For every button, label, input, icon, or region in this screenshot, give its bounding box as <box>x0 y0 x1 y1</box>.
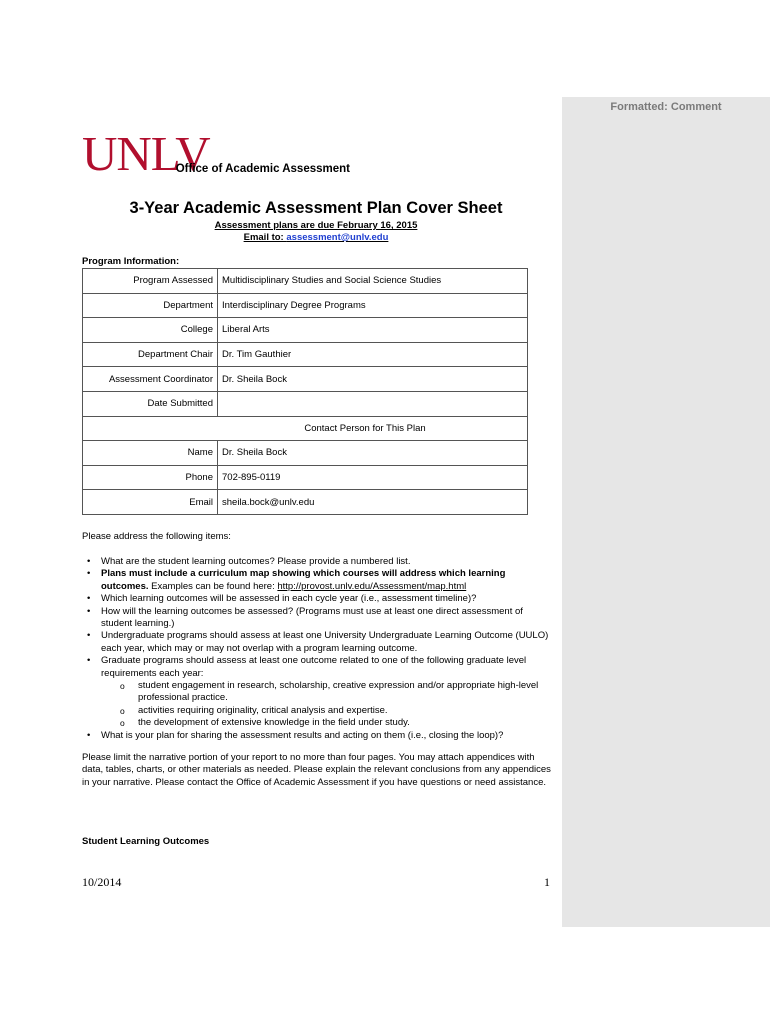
email-prefix: Email to: <box>243 232 287 243</box>
program-assessed-value[interactable]: Multidisciplinary Studies and Social Science Studies <box>218 269 528 294</box>
contact-email-label: Email <box>83 490 218 515</box>
assessment-email-link[interactable]: assessment@unlv.edu <box>286 232 389 243</box>
table-row <box>83 391 528 416</box>
department-label: Department <box>83 293 218 318</box>
office-name: Office of Academic Assessment <box>175 163 350 175</box>
list-item: • What is your plan for sharing the assessment results and acting on them (i.e., closing the loop)? <box>82 730 552 742</box>
department-chair-label: Department Chair <box>83 342 218 367</box>
email-line <box>82 232 550 243</box>
contact-person-heading <box>83 416 528 441</box>
sub-list-item: o activities requiring originality, critical analysis and expertise. <box>101 705 552 717</box>
list-item: • Which learning outcomes will be assessed in each cycle year (i.e., assessment timeline)? <box>82 593 552 605</box>
table-row <box>83 342 528 367</box>
table-row <box>83 441 528 466</box>
table-row <box>83 490 528 515</box>
contact-name-value[interactable]: Dr. Sheila Bock <box>218 441 528 466</box>
slo-heading: Student Learning Outcomes <box>82 836 210 847</box>
contact-phone-label: Phone <box>83 465 218 490</box>
department-chair-value[interactable]: Dr. Tim Gauthier <box>218 342 528 367</box>
contact-person-heading-text: Contact Person for This Plan <box>304 422 426 434</box>
program-info-label: Program Information: <box>82 256 180 267</box>
graduate-requirement-text: Graduate programs should assess at least one outcome related to one of the following graduate level requirements each year: <box>101 655 527 679</box>
table-row <box>83 416 528 441</box>
contact-phone-value[interactable]: 702-895-0119 <box>218 465 528 490</box>
contact-name-label: Name <box>83 441 218 466</box>
narrative-paragraph: Please limit the narrative portion of your report to no more than four pages. You may attach appendices with data, tables, charts, or other materials as needed. Please explain the relevant conclusions from any appendices in your narrative. Please contact the Office of Academic Assessment if you have questions or need assistance. <box>82 752 551 788</box>
examples-text: Examples can be found here: <box>148 580 278 592</box>
department-value[interactable]: Interdisciplinary Degree Programs <box>218 293 528 318</box>
graduate-sublist <box>101 680 552 730</box>
footer-date: 10/2014 <box>82 875 122 889</box>
table-row <box>83 465 528 490</box>
date-submitted-value[interactable] <box>218 391 528 416</box>
college-value[interactable]: Liberal Arts <box>218 318 528 343</box>
list-item: • How will the learning outcomes be assessed? (Programs must use at least one direct assessment of student learning.) <box>82 606 552 631</box>
program-info-table <box>82 268 528 515</box>
college-label: College <box>83 318 218 343</box>
assessment-coordinator-value[interactable]: Dr. Sheila Bock <box>218 367 528 392</box>
list-item <box>82 568 552 593</box>
unlv-logo: UNLV <box>82 126 210 181</box>
requirements-list <box>82 556 552 742</box>
program-assessed-label: Program Assessed <box>83 269 218 294</box>
list-item: • What are the student learning outcomes? Please provide a numbered list. <box>82 556 552 568</box>
page-title: 3-Year Academic Assessment Plan Cover Sheet <box>129 199 503 217</box>
address-intro: Please address the following items: <box>82 531 231 542</box>
sub-list-item: o student engagement in research, scholarship, creative expression and/or appropriate high-level professional practice. <box>101 680 552 705</box>
table-row <box>83 269 528 294</box>
page-number: 1 <box>544 875 550 889</box>
comment-pane-header: Formatted: Comment <box>610 101 722 113</box>
table-row <box>83 367 528 392</box>
assessment-coordinator-label: Assessment Coordinator <box>83 367 218 392</box>
list-item <box>82 655 552 729</box>
curriculum-map-requirement: Plans must include a curriculum map showing which courses will address which learning outcomes. <box>101 568 506 592</box>
date-submitted-label: Date Submitted <box>83 391 218 416</box>
table-row <box>83 293 528 318</box>
comment-pane <box>562 97 770 927</box>
curriculum-map-link[interactable]: http://provost.unlv.edu/Assessment/map.html <box>277 580 467 592</box>
table-row <box>83 318 528 343</box>
sub-list-item: o the development of extensive knowledge in the field under study. <box>101 717 552 729</box>
list-item: • Undergraduate programs should assess at least one University Undergraduate Learning Outcome (UULO) each year, which may or may not overlap with a program learning outcome. <box>82 630 552 655</box>
contact-email-value[interactable]: sheila.bock@unlv.edu <box>218 490 528 515</box>
due-date: Assessment plans are due February 16, 2015 <box>214 220 418 231</box>
